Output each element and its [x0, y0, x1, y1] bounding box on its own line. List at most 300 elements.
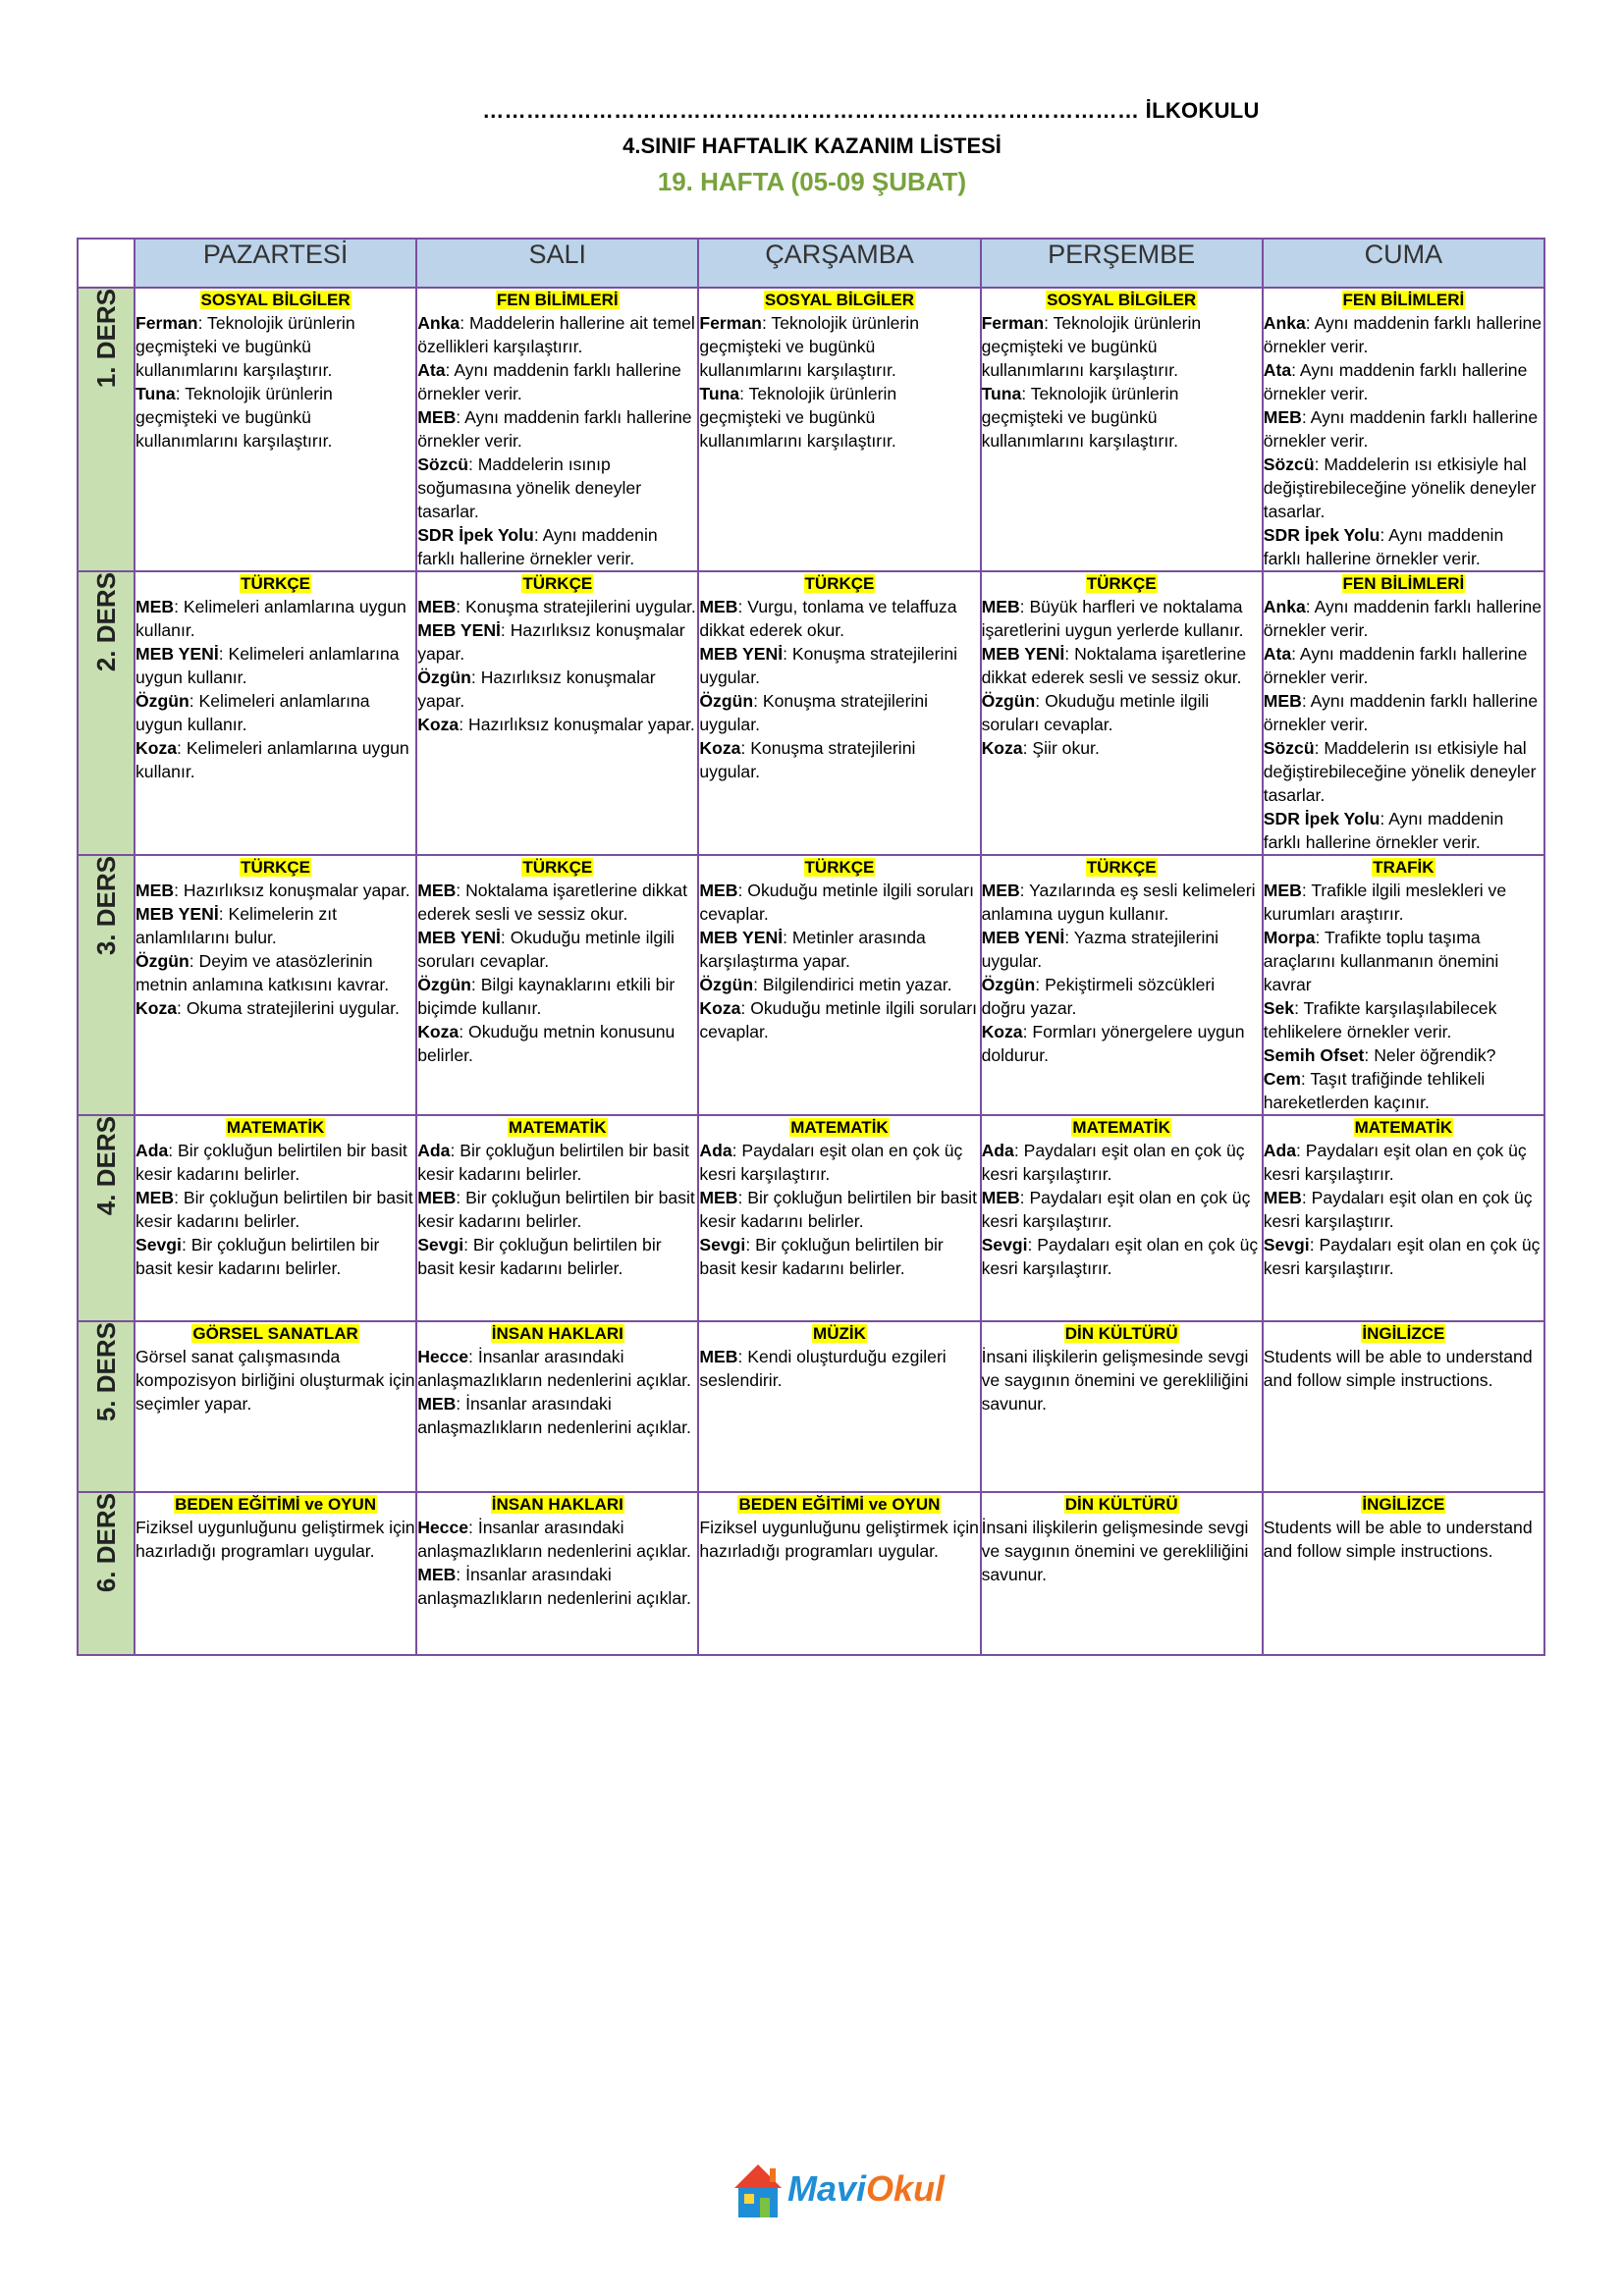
kazanim-entry [699, 996, 979, 1043]
publisher-name: Koza [699, 738, 741, 758]
kazanim-text: : Kendi oluşturduğu ezgileri seslendirir. [699, 1347, 947, 1390]
schedule-cell [1263, 1492, 1544, 1655]
kazanim-text: Görsel sanat çalışmasında kompozisyon birliğini oluşturmak için seçimler yapar. [135, 1347, 415, 1414]
kazanim-entry [982, 689, 1262, 736]
subject-name: TÜRKÇE [1086, 574, 1157, 593]
publisher-name: Koza [417, 1022, 460, 1041]
kazanim-text: : Teknolojik ürünlerin geçmişteki ve bugünkü kullanımlarını karşılaştırır. [981, 384, 1179, 451]
kazanim-text: : Formları yönergelere uygun doldurur. [981, 1022, 1245, 1065]
subject-name: TÜRKÇE [804, 858, 875, 877]
kazanim-entry [699, 736, 979, 783]
lesson-row [78, 288, 1544, 571]
kazanim-entry [982, 1020, 1262, 1067]
subject-name: TÜRKÇE [522, 858, 593, 877]
kazanim-entry [982, 1139, 1262, 1186]
subject-heading [417, 856, 697, 879]
schedule-cell [981, 1115, 1263, 1321]
publisher-name: MEB [981, 881, 1020, 900]
kazanim-text: : Bir çokluğun belirtilen bir basit kesir kadarını belirler. [135, 1235, 380, 1278]
kazanim-entry [1264, 879, 1543, 926]
publisher-name: MEB [699, 1347, 738, 1366]
kazanim-text: : Konuşma stratejilerini uygular. [456, 597, 696, 616]
kazanim-text: : Aynı maddenin farklı hallerine örnekler verir. [417, 360, 681, 403]
kazanim-text: : Bir çokluğun belirtilen bir basit kesir kadarını belirler. [135, 1141, 407, 1184]
subject-name: TÜRKÇE [1086, 858, 1157, 877]
kazanim-text: : Paydaları eşit olan en çok üç kesri karşılaştırır. [981, 1141, 1245, 1184]
subject-heading [699, 289, 979, 311]
kazanim-entry [417, 1392, 697, 1439]
subject-name: MATEMATİK [790, 1118, 889, 1137]
subject-name: FEN BİLİMLERİ [1342, 291, 1465, 309]
corner-cell [78, 239, 135, 288]
kazanim-entry [417, 926, 697, 973]
kazanim-entry [417, 1345, 697, 1392]
publisher-name: Özgün [417, 975, 471, 994]
publisher-name: Sevgi [417, 1235, 464, 1255]
kazanim-entry [1264, 1516, 1543, 1563]
kazanim-text: : Deyim ve atasözlerinin metnin anlamına katkısını kavrar. [135, 951, 390, 994]
publisher-name: Ada [699, 1141, 732, 1160]
kazanim-text: : Teknolojik ürünlerin geçmişteki ve bugünkü kullanımlarını karşılaştırır. [699, 384, 897, 451]
kazanim-entry [982, 736, 1262, 760]
kazanim-entry [135, 902, 415, 949]
kazanim-text: Fiziksel uygunluğunu geliştirmek için hazırladığı programları uygular. [699, 1518, 979, 1561]
kazanim-entry [1264, 1233, 1543, 1280]
kazanim-text: : Teknolojik ürünlerin geçmişteki ve bugünkü kullanımlarını karşılaştırır. [981, 313, 1202, 380]
publisher-name: Anka [417, 313, 460, 333]
kazanim-entry [135, 1186, 415, 1233]
publisher-name: Özgün [699, 975, 754, 994]
publisher-name: Anka [1263, 597, 1306, 616]
subject-name: TÜRKÇE [241, 858, 311, 877]
kazanim-entry [417, 1233, 697, 1280]
kazanim-entry [135, 1139, 415, 1186]
schedule-cell [698, 1115, 980, 1321]
subject-heading [982, 572, 1262, 595]
school-name-line: ……………………………………………………………………………… İLKOKULU [482, 98, 1260, 123]
publisher-name: MEB [417, 407, 457, 427]
publisher-name: MEB [981, 1188, 1020, 1207]
kazanim-entry [417, 879, 697, 926]
subject-name: DİN KÜLTÜRÜ [1064, 1324, 1178, 1343]
schedule-cell [698, 571, 980, 855]
kazanim-entry [982, 642, 1262, 689]
lesson-label-cell [78, 855, 135, 1115]
kazanim-entry [417, 666, 697, 713]
schedule-cell [135, 855, 416, 1115]
kazanim-entry [1264, 1139, 1543, 1186]
subject-name: SOSYAL BİLGİLER [200, 291, 351, 309]
publisher-name: Ada [1263, 1141, 1296, 1160]
publisher-name: MEB [135, 1188, 175, 1207]
publisher-name: Sevgi [981, 1235, 1028, 1255]
kazanim-text: : Okuma stratejilerini uygular. [177, 998, 400, 1018]
kazanim-text: : Okuduğu metinle ilgili soruları cevaplar. [417, 928, 675, 971]
kazanim-text: : Trafikte karşılaşılabilecek tehlikelere örnekler verir. [1263, 998, 1497, 1041]
schedule-cell [135, 288, 416, 571]
kazanim-entry [982, 382, 1262, 453]
kazanim-entry [982, 926, 1262, 973]
kazanim-entry [699, 926, 979, 973]
subject-heading [699, 1322, 979, 1345]
kazanim-entry [135, 1233, 415, 1280]
kazanim-entry [982, 879, 1262, 926]
kazanim-text: Students will be able to understand and follow simple instructions. [1263, 1518, 1533, 1561]
kazanim-entry [1264, 642, 1543, 689]
publisher-name: Sek [1263, 998, 1295, 1018]
subject-name: MÜZİK [813, 1324, 866, 1343]
kazanim-text: : Hazırlıksız konuşmalar yapar. [174, 881, 410, 900]
subject-name: İNGİLİZCE [1362, 1495, 1445, 1514]
lesson-label: 5. DERS [90, 1322, 121, 1422]
kazanim-text: : Okuduğu metinle ilgili soruları cevaplar. [699, 881, 975, 924]
kazanim-text: : Aynı maddenin farklı hallerine örnekler verir. [1263, 597, 1543, 640]
kazanim-entry [1264, 1186, 1543, 1233]
subject-heading [1264, 1322, 1543, 1345]
kazanim-entry [135, 949, 415, 996]
schedule-cell [698, 1321, 980, 1492]
publisher-name: Sevgi [1263, 1235, 1310, 1255]
subject-name: MATEMATİK [1354, 1118, 1453, 1137]
kazanim-entry [135, 642, 415, 689]
publisher-name: MEB [699, 881, 738, 900]
week-title: 19. HAFTA (05-09 ŞUBAT) [657, 167, 967, 196]
publisher-name: MEB [417, 1565, 457, 1584]
publisher-name: Özgün [417, 667, 471, 687]
kazanim-entry [135, 1516, 415, 1563]
lesson-row [78, 1115, 1544, 1321]
kazanim-text: : Paydaları eşit olan en çok üç kesri karşılaştırır. [981, 1235, 1259, 1278]
kazanim-entry [699, 1516, 979, 1563]
schedule-cell [1263, 855, 1544, 1115]
kazanim-text: : Hazırlıksız konuşmalar yapar. [459, 715, 695, 734]
publisher-name: Koza [135, 738, 178, 758]
kazanim-entry [699, 382, 979, 453]
subject-name: İNSAN HAKLARI [491, 1324, 623, 1343]
subject-heading [1264, 1116, 1543, 1139]
page-header [0, 98, 1624, 197]
kazanim-text: : Taşıt trafiğinde tehlikeli hareketlerden kaçınır. [1263, 1069, 1486, 1112]
kazanim-text: : Noktalama işaretlerine dikkat ederek sesli ve sessiz okur. [981, 644, 1247, 687]
kazanim-entry [1264, 996, 1543, 1043]
kazanim-text: : Neler öğrendik? [1364, 1045, 1496, 1065]
kazanim-entry [1264, 1043, 1543, 1067]
publisher-name: Koza [417, 715, 460, 734]
subject-heading [135, 572, 415, 595]
kazanim-text: : Bir çokluğun belirtilen bir basit kesir kadarını belirler. [417, 1141, 689, 1184]
kazanim-entry [417, 523, 697, 570]
kazanim-entry [1264, 453, 1543, 523]
kazanim-text: : İnsanlar arasındaki anlaşmazlıkların nedenlerini açıklar. [417, 1518, 691, 1561]
kazanim-text: : Konuşma stratejilerini uygular. [699, 644, 958, 687]
kazanim-entry [1264, 807, 1543, 854]
publisher-name: MEB [417, 881, 457, 900]
kazanim-text: : Paydaları eşit olan en çok üç kesri karşılaştırır. [699, 1141, 963, 1184]
kazanim-text: : Teknolojik ürünlerin geçmişteki ve bugünkü kullanımlarını karşılaştırır. [135, 313, 355, 380]
publisher-name: MEB YENİ [981, 928, 1065, 947]
logo-text-okul: Okul [866, 2168, 946, 2209]
subject-heading [699, 856, 979, 879]
kazanim-text: : Maddelerin ısınıp soğumasına yönelik deneyler tasarlar. [417, 454, 642, 521]
subject-name: FEN BİLİMLERİ [1342, 574, 1465, 593]
lesson-row [78, 571, 1544, 855]
kazanim-text: : Hazırlıksız konuşmalar yapar. [417, 620, 685, 664]
subject-heading [1264, 1493, 1543, 1516]
subject-name: BEDEN EĞİTİMİ ve OYUN [175, 1495, 377, 1514]
lesson-label-cell [78, 1115, 135, 1321]
publisher-name: MEB [1263, 407, 1302, 427]
subject-heading [982, 1493, 1262, 1516]
publisher-name: Özgün [981, 975, 1036, 994]
schedule-cell [416, 1115, 698, 1321]
kazanim-entry [699, 973, 979, 996]
subject-heading [417, 1493, 697, 1516]
publisher-name: MEB YENİ [981, 644, 1065, 664]
kazanim-entry [417, 405, 697, 453]
kazanim-text: : Bilgilendirici metin yazar. [753, 975, 952, 994]
publisher-name: Morpa [1263, 928, 1316, 947]
kazanim-entry [1264, 311, 1543, 358]
kazanim-text: : Paydaları eşit olan en çok üç kesri karşılaştırır. [1263, 1235, 1541, 1278]
kazanim-entry [699, 642, 979, 689]
kazanim-entry [135, 311, 415, 382]
kazanim-text: : Pekiştirmeli sözcükleri doğru yazar. [981, 975, 1216, 1018]
publisher-name: Hecce [417, 1347, 469, 1366]
subject-name: İNGİLİZCE [1362, 1324, 1445, 1343]
subject-heading [982, 856, 1262, 879]
kazanim-text: : Aynı maddenin farklı hallerine örnekler verir. [1263, 313, 1543, 356]
publisher-name: MEB [699, 597, 738, 616]
publisher-name: MEB YENİ [135, 644, 219, 664]
lesson-label: 1. DERS [90, 289, 121, 389]
kazanim-text: : Maddelerin hallerine ait temel özellikleri karşılaştırır. [417, 313, 695, 356]
kazanim-entry [135, 736, 415, 783]
publisher-name: Ferman [981, 313, 1045, 333]
kazanim-text: : Kelimelerin zıt anlamlılarını bulur. [135, 904, 337, 947]
publisher-name: Sevgi [135, 1235, 182, 1255]
subject-name: DİN KÜLTÜRÜ [1064, 1495, 1178, 1514]
kazanim-text: : Metinler arasında karşılaştırma yapar. [699, 928, 926, 971]
schedule-cell [135, 1492, 416, 1655]
publisher-name: Sevgi [699, 1235, 746, 1255]
schedule-cell [135, 1115, 416, 1321]
kazanim-text: : Yazma stratejilerini uygular. [981, 928, 1219, 971]
publisher-name: Cem [1263, 1069, 1301, 1089]
day-header-pazartesi: PAZARTESİ [135, 239, 416, 288]
kazanim-entry [417, 311, 697, 358]
kazanim-entry [1264, 736, 1543, 807]
publisher-name: Anka [1263, 313, 1306, 333]
kazanim-text: : Kelimeleri anlamlarına uygun kullanır. [135, 597, 406, 640]
kazanim-text: : Teknolojik ürünlerin geçmişteki ve bugünkü kullanımlarını karşılaştırır. [699, 313, 919, 380]
publisher-name: MEB [1263, 691, 1302, 711]
schedule-cell [981, 1321, 1263, 1492]
subject-heading [1264, 856, 1543, 879]
day-header-carsamba: ÇARŞAMBA [698, 239, 980, 288]
subject-name: TÜRKÇE [804, 574, 875, 593]
logo-text [787, 2168, 945, 2210]
publisher-name: Koza [699, 998, 741, 1018]
publisher-name: Özgün [135, 951, 189, 971]
kazanim-entry [417, 973, 697, 1020]
logo-text-mavi: Mavi [787, 2168, 867, 2209]
kazanim-entry [982, 1345, 1262, 1415]
publisher-name: Ferman [699, 313, 762, 333]
publisher-name: SDR İpek Yolu [1263, 809, 1380, 828]
kazanim-text: : Bir çokluğun belirtilen bir basit kesir kadarını belirler. [417, 1188, 695, 1231]
lesson-row [78, 1321, 1544, 1492]
schedule-cell [698, 855, 980, 1115]
kazanim-text: : Yazılarında eş sesli kelimeleri anlamına uygun kullanır. [981, 881, 1256, 924]
subject-name: TRAFİK [1373, 858, 1435, 877]
schedule-cell [416, 855, 698, 1115]
subject-heading [135, 289, 415, 311]
weekly-schedule-table [77, 238, 1545, 1656]
kazanim-text: : İnsanlar arasındaki anlaşmazlıkların nedenlerini açıklar. [417, 1565, 691, 1608]
day-header-row [78, 239, 1544, 288]
subject-heading [417, 572, 697, 595]
publisher-name: Koza [981, 1022, 1023, 1041]
subject-name: MATEMATİK [509, 1118, 607, 1137]
publisher-name: Tuna [981, 384, 1022, 403]
kazanim-text: : Kelimeleri anlamlarına uygun kullanır. [135, 644, 400, 687]
kazanim-entry [1264, 689, 1543, 736]
kazanim-entry [1264, 595, 1543, 642]
schedule-cell [416, 288, 698, 571]
publisher-name: MEB [417, 1188, 457, 1207]
kazanim-entry [417, 1516, 697, 1563]
kazanim-text: : Vurgu, tonlama ve telaffuza dikkat ederek okur. [699, 597, 957, 640]
schedule-cell [698, 1492, 980, 1655]
kazanim-text: : Paydaları eşit olan en çok üç kesri karşılaştırır. [981, 1188, 1251, 1231]
kazanim-entry [417, 1563, 697, 1610]
publisher-name: MEB YENİ [417, 620, 501, 640]
subject-name: BEDEN EĞİTİMİ ve OYUN [738, 1495, 941, 1514]
kazanim-entry [135, 996, 415, 1020]
subject-name: GÖRSEL SANATLAR [192, 1324, 358, 1343]
kazanim-entry [699, 1345, 979, 1392]
publisher-name: MEB YENİ [135, 904, 219, 924]
schedule-cell [416, 1321, 698, 1492]
kazanim-text: : Trafikle ilgili meslekleri ve kurumları araştırır. [1263, 881, 1507, 924]
lesson-label: 3. DERS [90, 856, 121, 956]
subject-name: SOSYAL BİLGİLER [1047, 291, 1197, 309]
subject-heading [699, 1116, 979, 1139]
subject-heading [135, 856, 415, 879]
kazanim-text: Fiziksel uygunluğunu geliştirmek için hazırladığı programları uygular. [135, 1518, 415, 1561]
publisher-name: MEB [417, 597, 457, 616]
publisher-name: MEB YENİ [699, 928, 784, 947]
lesson-label-cell [78, 1321, 135, 1492]
kazanim-entry [699, 1139, 979, 1186]
kazanim-entry [699, 1233, 979, 1280]
schedule-cell [135, 571, 416, 855]
schedule-cell [981, 288, 1263, 571]
kazanim-text: : Trafikte toplu taşıma araçlarını kullanmanın önemini kavrar [1263, 928, 1499, 994]
document-title: 4.SINIF HAFTALIK KAZANIM LİSTESİ [623, 133, 1001, 158]
kazanim-entry [1264, 358, 1543, 405]
kazanim-text: : Bir çokluğun belirtilen bir basit kesir kadarını belirler. [417, 1235, 662, 1278]
kazanim-entry [982, 595, 1262, 642]
day-header-cuma: CUMA [1263, 239, 1544, 288]
lesson-label-cell [78, 1492, 135, 1655]
kazanim-text: : Aynı maddenin farklı hallerine örnekler verir. [417, 407, 692, 451]
subject-heading [699, 572, 979, 595]
subject-name: FEN BİLİMLERİ [496, 291, 619, 309]
publisher-name: Ata [1263, 360, 1292, 380]
lesson-label: 4. DERS [90, 1116, 121, 1216]
subject-name: İNSAN HAKLARI [491, 1495, 623, 1514]
kazanim-entry [135, 689, 415, 736]
day-header-persembe: PERŞEMBE [981, 239, 1263, 288]
kazanim-entry [982, 311, 1262, 382]
kazanim-entry [417, 618, 697, 666]
kazanim-text: : Konuşma stratejilerini uygular. [699, 738, 916, 781]
kazanim-text: : Aynı maddenin farklı hallerine örnekler verir. [1263, 525, 1504, 568]
kazanim-text: : Bir çokluğun belirtilen bir basit kesir kadarını belirler. [699, 1188, 977, 1231]
kazanim-text: : Aynı maddenin farklı hallerine örnekler verir. [1263, 407, 1539, 451]
publisher-name: Tuna [135, 384, 176, 403]
publisher-name: Ada [135, 1141, 169, 1160]
kazanim-text: : Maddelerin ısı etkisiyle hal değiştirebileceğine yönelik deneyler tasarlar. [1263, 454, 1537, 521]
kazanim-entry [1264, 405, 1543, 453]
lesson-label: 2. DERS [90, 572, 121, 672]
kazanim-text: : İnsanlar arasındaki anlaşmazlıkların nedenlerini açıklar. [417, 1347, 691, 1390]
publisher-name: Sözcü [1263, 738, 1315, 758]
lesson-row [78, 855, 1544, 1115]
publisher-name: Ada [981, 1141, 1014, 1160]
subject-heading [982, 1116, 1262, 1139]
schedule-cell [981, 1492, 1263, 1655]
publisher-name: MEB [417, 1394, 457, 1414]
schedule-cell [981, 571, 1263, 855]
kazanim-entry [417, 1020, 697, 1067]
publisher-name: Sözcü [417, 454, 468, 474]
kazanim-text: : Paydaları eşit olan en çok üç kesri karşılaştırır. [1263, 1141, 1527, 1184]
publisher-name: MEB [1263, 1188, 1302, 1207]
publisher-name: Koza [981, 738, 1023, 758]
subject-heading [417, 289, 697, 311]
kazanim-text: : İnsanlar arasındaki anlaşmazlıkların nedenlerini açıklar. [417, 1394, 691, 1437]
publisher-name: SDR İpek Yolu [1263, 525, 1380, 545]
mavi-okul-logo [732, 2163, 946, 2223]
kazanim-entry [1264, 523, 1543, 570]
publisher-name: Semih Ofset [1263, 1045, 1365, 1065]
kazanim-entry [982, 1186, 1262, 1233]
kazanim-entry [982, 1516, 1262, 1586]
kazanim-text: : Aynı maddenin farklı hallerine örnekler verir. [1263, 360, 1528, 403]
kazanim-entry [699, 595, 979, 642]
day-header-sali: SALI [416, 239, 698, 288]
kazanim-text: İnsani ilişkilerin gelişmesinde sevgi ve saygının önemini ve gerekliliğini savunur. [981, 1518, 1249, 1584]
kazanim-text: : Okuduğu metnin konusunu belirler. [417, 1022, 676, 1065]
kazanim-text: Students will be able to understand and follow simple instructions. [1263, 1347, 1533, 1390]
kazanim-entry [699, 1186, 979, 1233]
kazanim-text: İnsani ilişkilerin gelişmesinde sevgi ve saygının önemini ve gerekliliğini savunur. [981, 1347, 1249, 1414]
kazanim-entry [135, 879, 415, 902]
kazanim-entry [1264, 1345, 1543, 1392]
subject-heading [1264, 289, 1543, 311]
house-icon [732, 2163, 784, 2221]
kazanim-entry [135, 382, 415, 453]
publisher-name: MEB [1263, 881, 1302, 900]
kazanim-entry [135, 1345, 415, 1415]
publisher-name: Özgün [981, 691, 1036, 711]
publisher-name: MEB [135, 597, 175, 616]
publisher-name: Koza [135, 998, 178, 1018]
publisher-name: Ata [1263, 644, 1292, 664]
kazanim-entry [982, 973, 1262, 1020]
